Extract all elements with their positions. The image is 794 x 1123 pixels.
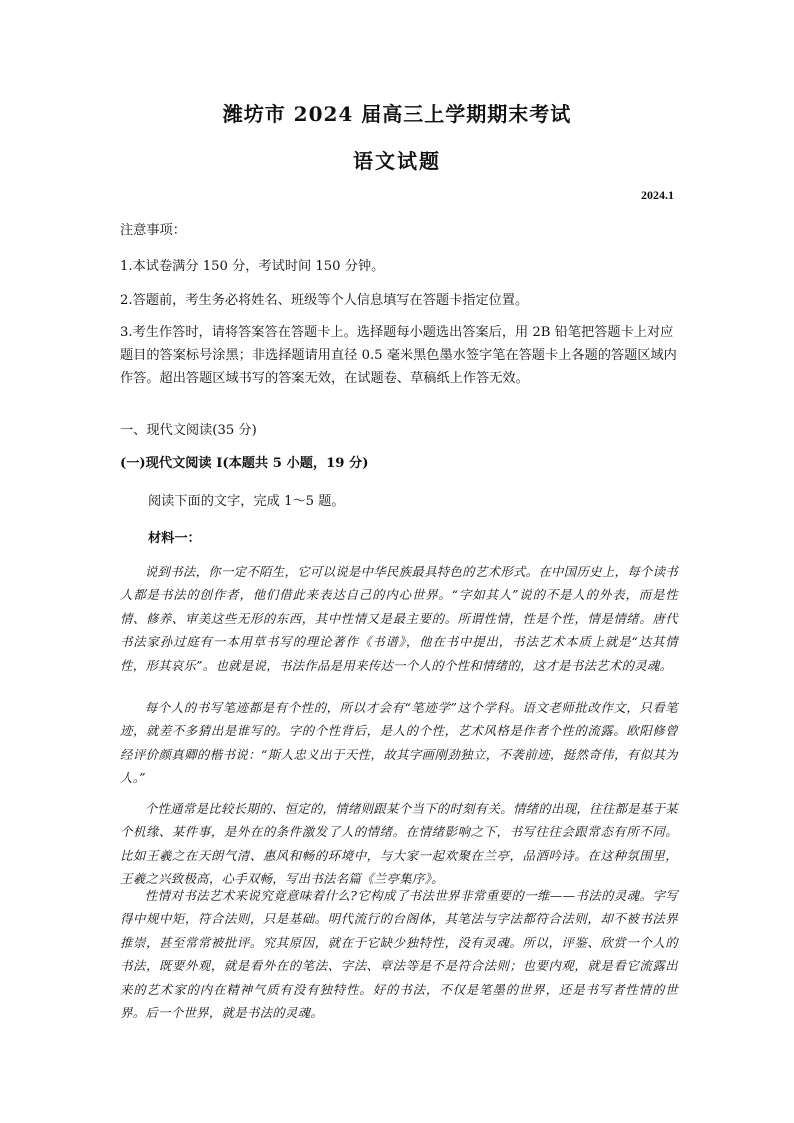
material-title: 材料一： [148, 531, 201, 546]
notice-title: 注意事项： [120, 223, 186, 238]
notice-item: 2.答题前，考生务必将姓名、班级等个人信息填写在答题卡指定位置。 [120, 293, 529, 308]
passage-paragraph: 每个人的书写笔迹都是有个性的，所以才会有“笔迹学”这个学科。语文老师批改作文，只看笔迹，就差不多猜出是谁写的。字的个性背后，是人的个性，艺术风格是作者个性的流露。欧阳修曾经评价颜真卿的楷书说：“斯人忠义出于天性，故其字画刚劲独立，不袭前迹，挺然奇伟，有似其为人。” [120, 700, 678, 786]
passage-paragraph: 个性通常是比较长期的、恒定的，情绪则跟某个当下的时刻有关。情绪的出现，往往都是基于某个机缘、某件事，是外在的条件激发了人的情绪。在情绪影响之下，书写往往会跟常态有所不同。比如王羲之在天朗气清、惠风和畅的环境中，与大家一起欢聚在兰亭，品酒吟诗。在这种氛围里，王羲之兴致极高，心手双畅，写出书法名篇《兰亭集序》。 [120, 801, 678, 887]
exam-title: 潍坊市 2024 届高三上学期期末考试 [222, 102, 572, 126]
notice-item: 1.本试卷满分 150 分，考试时间 150 分钟。 [120, 259, 385, 274]
subsection-heading: (一)现代文阅读 I(本题共 5 小题，19 分) [120, 456, 369, 471]
passage-paragraph: 性情对书法艺术来说究竟意味着什么?它构成了书法世界非常重要的一维——书法的灵魂。字写得中规中矩，符合法则，只是基础。明代流行的台阁体，其笔法与字法都符合法则，却不被书法界推崇，甚至常常被批评。究其原因，就在于它缺少独特性，没有灵魂。所以，评鉴、欣赏一个人的书法，既要外观，就是看外在的笔法、字法、章法等是不是符合法则；也要内观，就是看它流露出来的艺术家的内在精神气质有没有独特性。好的书法，不仅是笔墨的世界，还是书写者性情的世界。后一个世界，就是书法的灵魂。 [120, 888, 678, 1021]
exam-subtitle: 语文试题 [353, 149, 441, 173]
notice-item: 3.考生作答时，请将答案答在答题卡上。选择题每小题选出答案后，用 2B 铅笔把答题卡上对应题目的答案标号涂黑；非选择题请用直径 0.5 毫米黑色墨水签字笔在答题卡上各题的答题区域内作答。超出答题区域书写的答案无效，在试题卷、草稿纸上作答无效。 [120, 325, 677, 386]
reading-instruction: 阅读下面的文字，完成 1～5 题。 [148, 494, 345, 509]
passage-paragraph: 说到书法，你一定不陌生，它可以说是中华民族最具特色的艺术形式。在中国历史上，每个读书人都是书法的创作者，他们借此来表达自己的内心世界。“字如其人”说的不是人的外表，而是性情、修养、审美这些无形的东西，其中性情又是最主要的。所谓性情，性是个性，情是情绪。唐代书法家孙过庭有一本用草书写的理论著作《书谱》，他在书中提出，书法艺术本质上就是“达其情性，形其哀乐”。也就是说，书法作品是用来传达一个人的个性和情绪的，这才是书法艺术的灵魂。 [120, 564, 678, 673]
section-heading: 一、现代文阅读(35 分) [120, 423, 257, 438]
exam-date: 2024.1 [641, 188, 674, 202]
